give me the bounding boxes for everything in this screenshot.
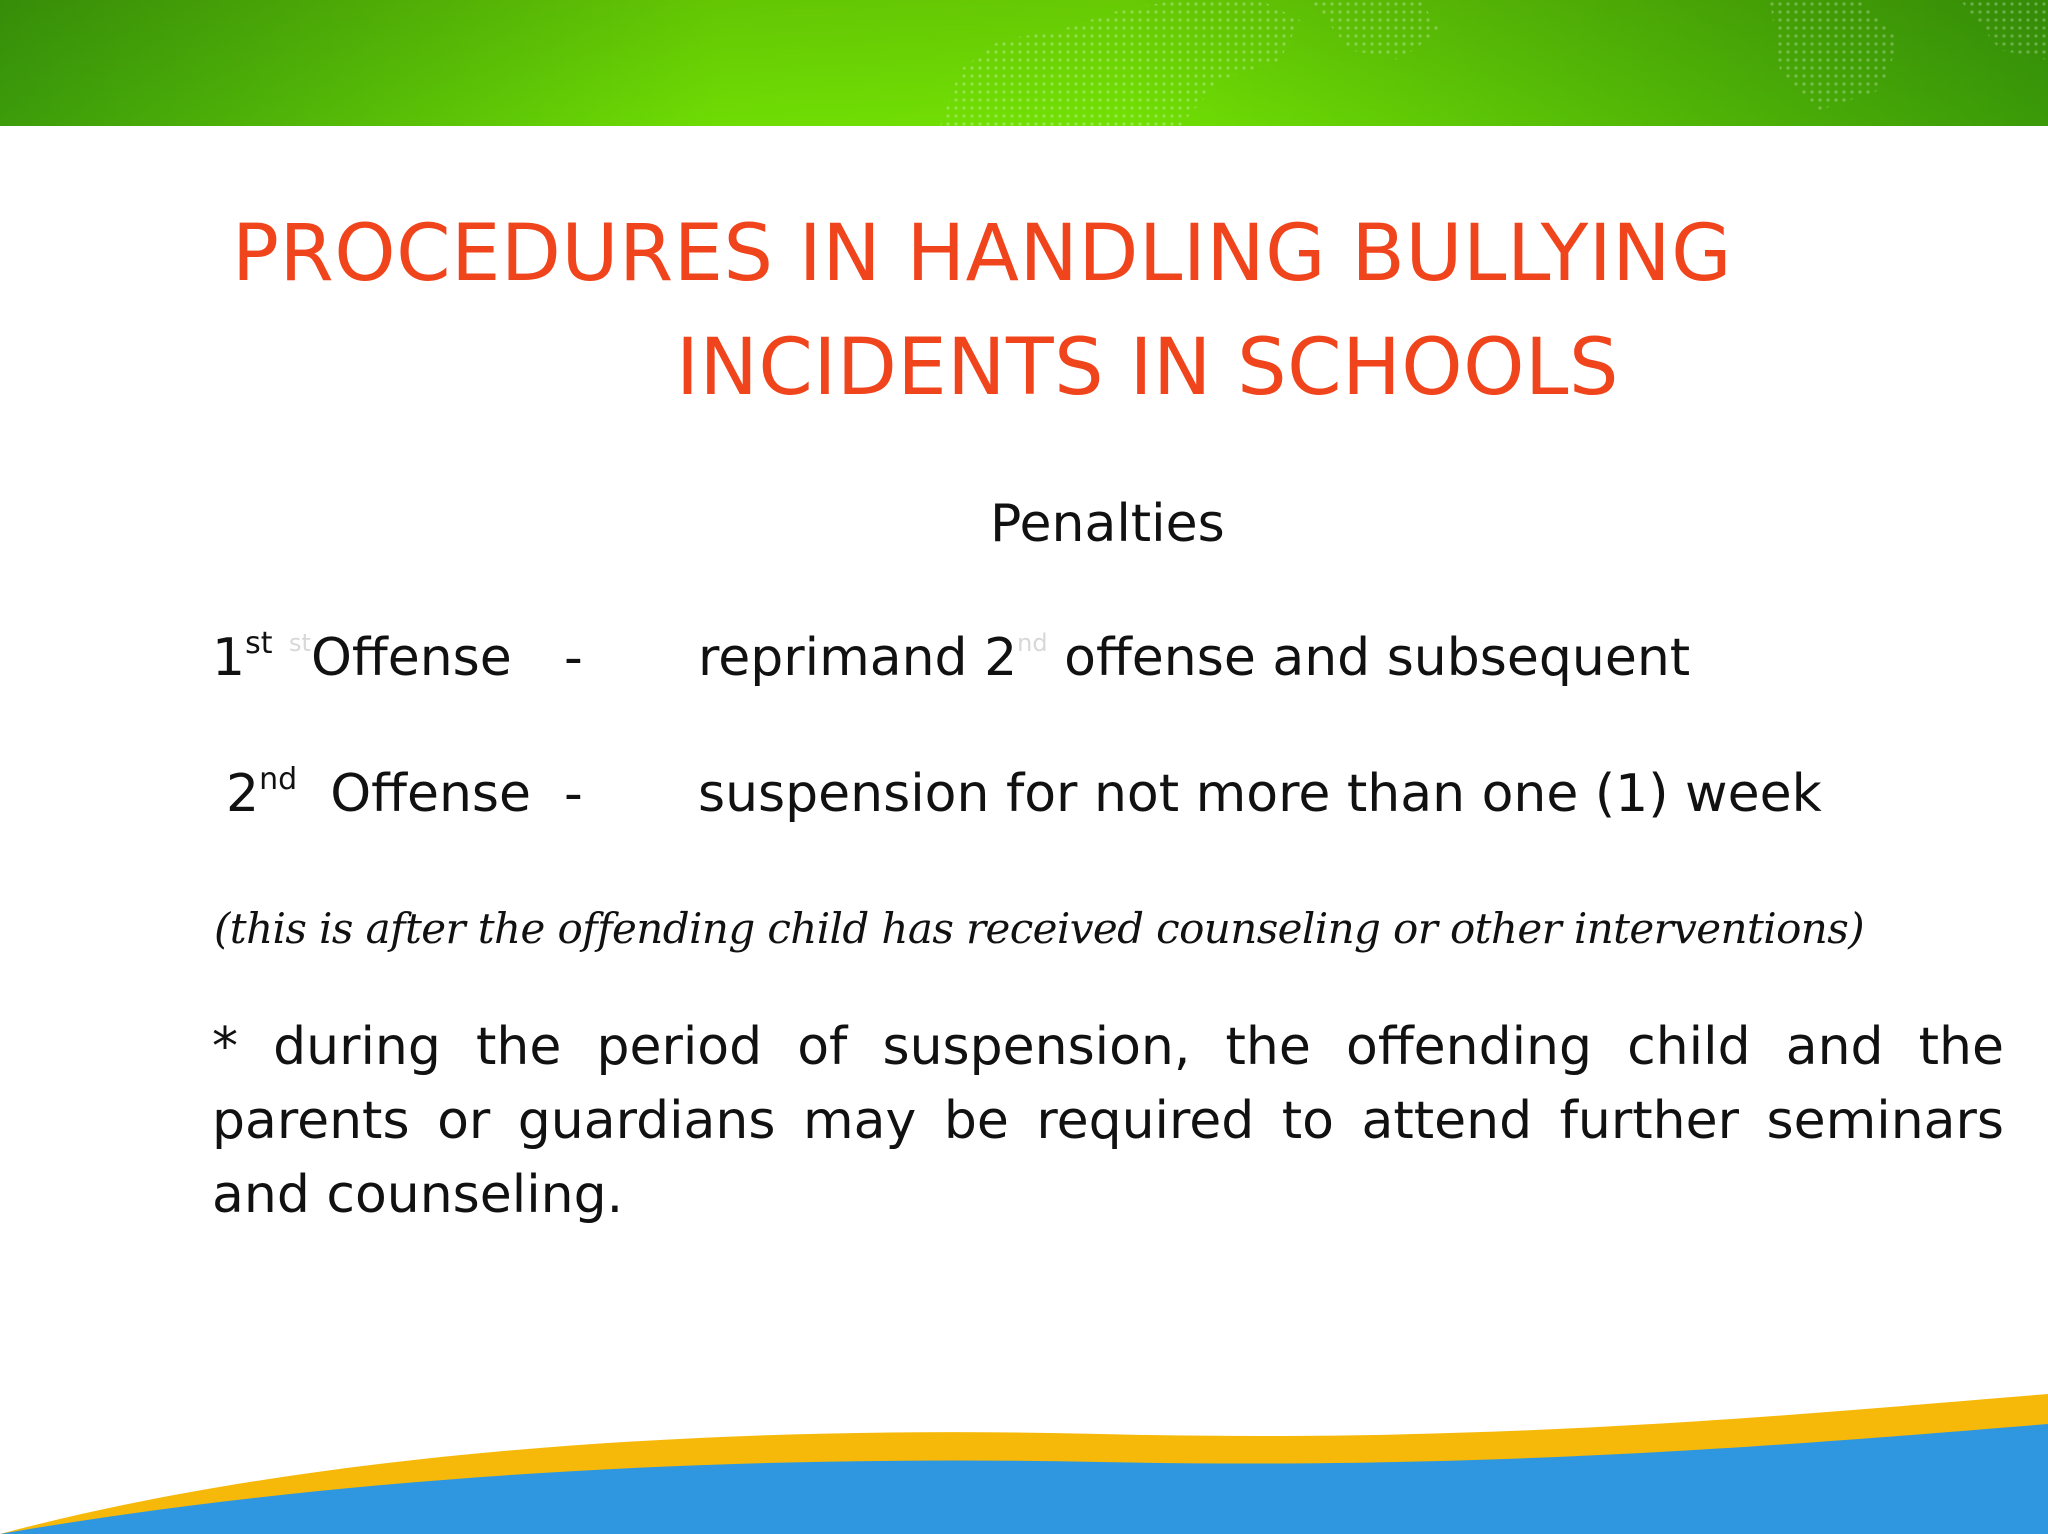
offense-1-suffix: st	[245, 626, 273, 661]
offense-1-number: 1	[212, 628, 246, 688]
offense-1-word: Offense	[310, 628, 512, 688]
top-green-banner	[0, 0, 2048, 126]
offense-1-desc-ghost: nd	[1017, 629, 1048, 657]
offense-2-number: 2	[226, 764, 260, 824]
offense-1-description	[698, 628, 1690, 688]
title-line-2: INCIDENTS IN SCHOOLS	[676, 323, 1619, 413]
offense-2-suffix: nd	[259, 762, 298, 797]
offense-1-desc-suffix: offense and subsequent	[1047, 628, 1691, 688]
offense-2-description: suspension for not more than one (1) week	[698, 764, 1822, 824]
offense-1-label	[212, 628, 512, 688]
bottom-wave-decoration	[0, 1384, 2048, 1534]
offense-1-desc-prefix: reprimand 2	[698, 628, 1018, 688]
intervention-note: (this is after the offending child has received counseling or other interventions)	[214, 904, 1864, 953]
penalties-heading: Penalties	[990, 494, 1225, 554]
offense-1-ghost-suffix: st	[289, 629, 311, 657]
offense-2-word: Offense	[330, 764, 532, 824]
offense-1-dash: -	[564, 628, 583, 688]
suspension-paragraph: * during the period of suspension, the offending child and the parents or guardians may be required to attend further seminars and counseling.	[212, 1017, 2004, 1225]
offense-2-label	[226, 764, 531, 824]
title-line-1: PROCEDURES IN HANDLING BULLYING	[232, 209, 1733, 299]
offense-2-dash: -	[564, 764, 583, 824]
